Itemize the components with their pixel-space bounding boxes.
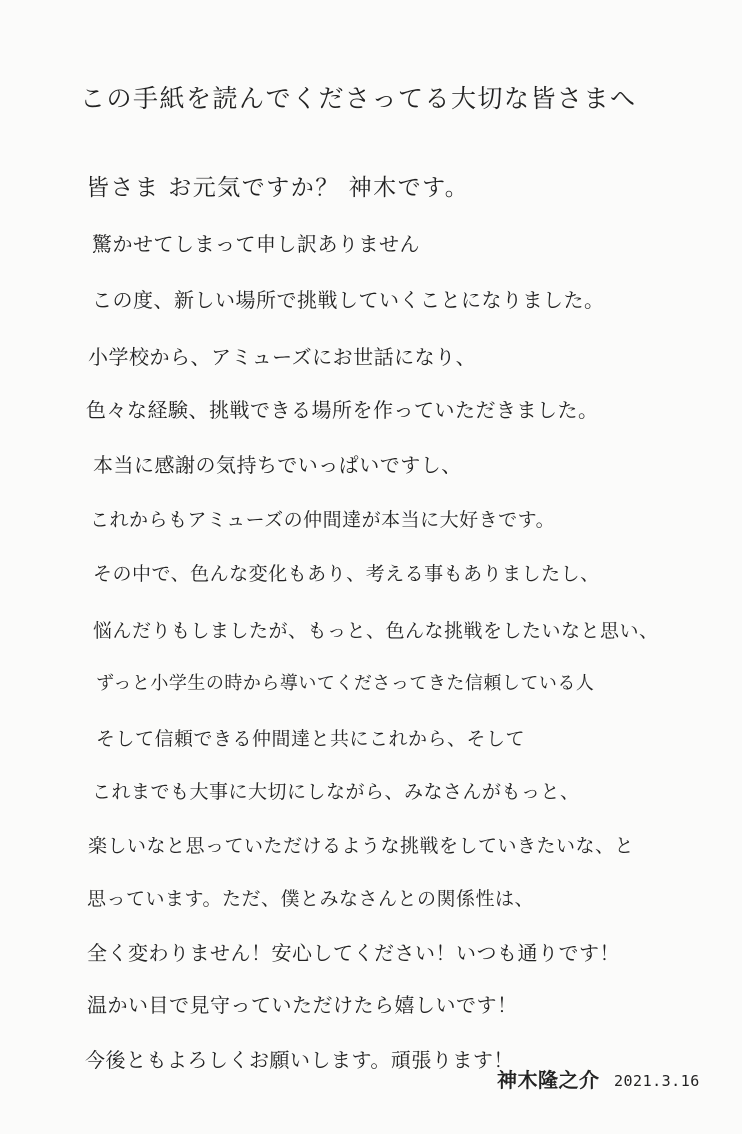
letter-line-15: 全く変わりません！安心してください！いつも通りです！ [87,941,620,965]
letter-line-2: 驚かせてしまって申し訳ありません [92,232,420,256]
letter-line-7: これからもアミューズの仲間達が本当に大好きです。 [90,509,556,531]
letter-line-11: そして信頼できる仲間達と共にこれから、そして [96,728,526,750]
letter-heading: この手紙を読んでくださってる大切な皆さまへ [80,84,637,113]
letter-line-3: この度、新しい場所で挑戦していくことになりました。 [92,288,605,312]
letter-line-8: その中で、色んな変化もあり、考える事もありましたし、 [93,563,600,585]
letter-signature: 神木隆之介 [497,1068,600,1092]
letter-line-1: 皆さま お元気ですか？ 神木です。 [86,175,470,201]
letter-line-17: 今後ともよろしくお願いします。頑張ります！ [85,1048,514,1072]
letter-line-6: 本当に感謝の気持ちでいっぱいですし、 [93,453,462,477]
letter-line-4: 小学校から、アミューズにお世話になり、 [88,345,477,369]
letter-line-13: 楽しいなと思っていただけるような挑戦をしていきたいな、と [88,835,635,857]
letter-line-12: これまでも大事に大切にしながら、みなさんがもっと、 [92,781,580,803]
letter-line-16: 温かい目で見守っていただけたら嬉しいです！ [87,993,518,1017]
letter-date: 2021.3.16 [614,1072,700,1090]
letter-line-14: 思っています。ただ、僕とみなさんとの関係性は、 [87,888,534,910]
letter-line-9: 悩んだりもしましたが、もっと、色んな挑戦をしたいなと思い、 [93,620,659,642]
letter-line-10: ずっと小学生の時から導いてくださってきた信頼している人 [96,673,595,694]
letter-line-5: 色々な経験、挑戦できる場所を作っていただきました。 [86,398,599,422]
